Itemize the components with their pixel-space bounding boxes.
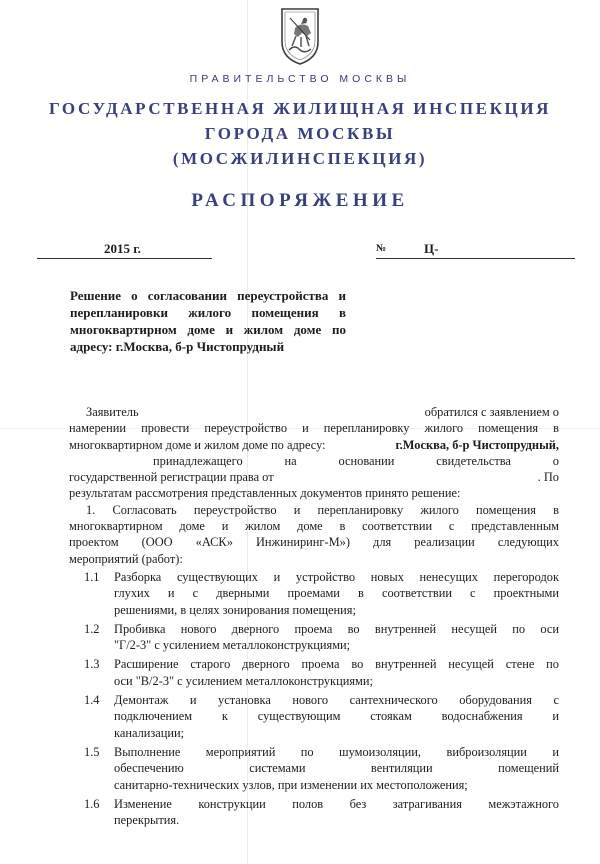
list-item-line: санитарно-технических узлов, при изменении их местоположения;	[114, 777, 468, 792]
list-item-line: Демонтаж и установка нового сантехнического оборудования с	[114, 693, 559, 708]
address-text: г.Москва, б-р Чистопрудный,	[395, 437, 559, 452]
list-item-line: Разборка существующих и устройство новых ненесущих перегородок	[114, 569, 559, 584]
body-text: государственной регистрации права от	[69, 470, 274, 485]
body-line: результатам рассмотрения представленных документов принято решение:	[69, 486, 461, 501]
body-line: намерении провести переустройство и перепланировку жилого помещения в	[69, 421, 559, 436]
list-item-number: 1.2	[84, 621, 100, 636]
body-line	[69, 404, 559, 420]
list-item-line: обеспечению системами вентиляции помещений	[114, 761, 559, 776]
body-line	[69, 453, 559, 469]
list-item-line: Изменение конструкции полов без затрагивания межэтажного	[114, 796, 559, 811]
inspection-name-line1: ГОСУДАРСТВЕННАЯ ЖИЛИЩНАЯ ИНСПЕКЦИЯ	[48, 99, 552, 118]
date-underline	[37, 258, 212, 259]
list-item-line: канализации;	[114, 725, 185, 740]
list-item-line: "Г/2-3" с усилением металлоконструкциями;	[114, 638, 351, 653]
list-item-line: Пробивка нового дверного проема во внутренней несущей по оси	[114, 621, 559, 636]
list-item-line: оси "В/2-3" с усилением металлоконструкциями;	[114, 673, 373, 688]
list-item-number: 1.3	[84, 657, 100, 672]
document-type-title: РАСПОРЯЖЕНИЕ	[191, 190, 409, 211]
body-text: многоквартирном доме и жилом доме по адресу:	[69, 437, 326, 452]
body-line	[69, 469, 559, 485]
body-line: 1. Согласовать переустройство и перепланировку жилого помещения в	[86, 502, 559, 517]
body-text: обратился с заявлением о	[424, 405, 559, 419]
list-item	[84, 692, 559, 741]
document-body	[69, 404, 559, 828]
list-item	[84, 656, 559, 689]
list-item	[84, 621, 559, 654]
subject-heading: Решение о согласовании переустройства и перепланировки жилого помещения в многоквартирном доме и жилом доме по адресу: г.Москва, б-р Чистопрудный	[70, 288, 346, 354]
list-item-number: 1.1	[84, 569, 100, 584]
number-sign: №	[376, 243, 387, 254]
list-item-line: решениями, в целях зонирования помещения;	[114, 602, 356, 617]
list-item-line: глухих и с дверными проемами в соответствии с проектными	[114, 586, 559, 601]
applicant-label: Заявитель	[86, 405, 139, 419]
body-line: многоквартирном доме и жилом доме в соответствии с представленным	[69, 519, 559, 534]
list-item-line: подключением к существующим стоякам водоснабжения и	[114, 709, 559, 724]
body-text: . По	[537, 470, 559, 485]
list-item-line: Расширение старого дверного проема во внутренней несущей стене по	[114, 657, 559, 672]
body-line	[69, 437, 559, 453]
number-underline	[376, 258, 575, 259]
moscow-coat-of-arms-icon	[277, 6, 323, 66]
list-item-number: 1.6	[84, 796, 100, 811]
document-number: Ц-	[424, 241, 439, 256]
document-date: 2015 г.	[104, 241, 141, 256]
body-line: мероприятий (работ):	[69, 551, 183, 566]
inspection-name-line3: (МОСЖИЛИНСПЕКЦИЯ)	[172, 149, 428, 168]
list-item-number: 1.5	[84, 744, 100, 759]
list-item-line: перекрытия.	[114, 813, 180, 828]
list-item	[84, 744, 559, 793]
list-item-number: 1.4	[84, 693, 100, 708]
body-line: проектом (ООО «АСК» Инжиниринг-М») для реализации следующих	[69, 535, 559, 550]
government-heading: ПРАВИТЕЛЬСТВО МОСКВЫ	[189, 73, 411, 85]
inspection-name-line2: ГОРОДА МОСКВЫ	[204, 124, 396, 143]
list-item	[84, 796, 559, 829]
list-item-line: Выполнение мероприятий по шумоизоляции, виброизоляции и	[114, 744, 559, 759]
list-item	[84, 569, 559, 618]
body-text: принадлежащего на основании свидетельства о	[153, 453, 559, 468]
